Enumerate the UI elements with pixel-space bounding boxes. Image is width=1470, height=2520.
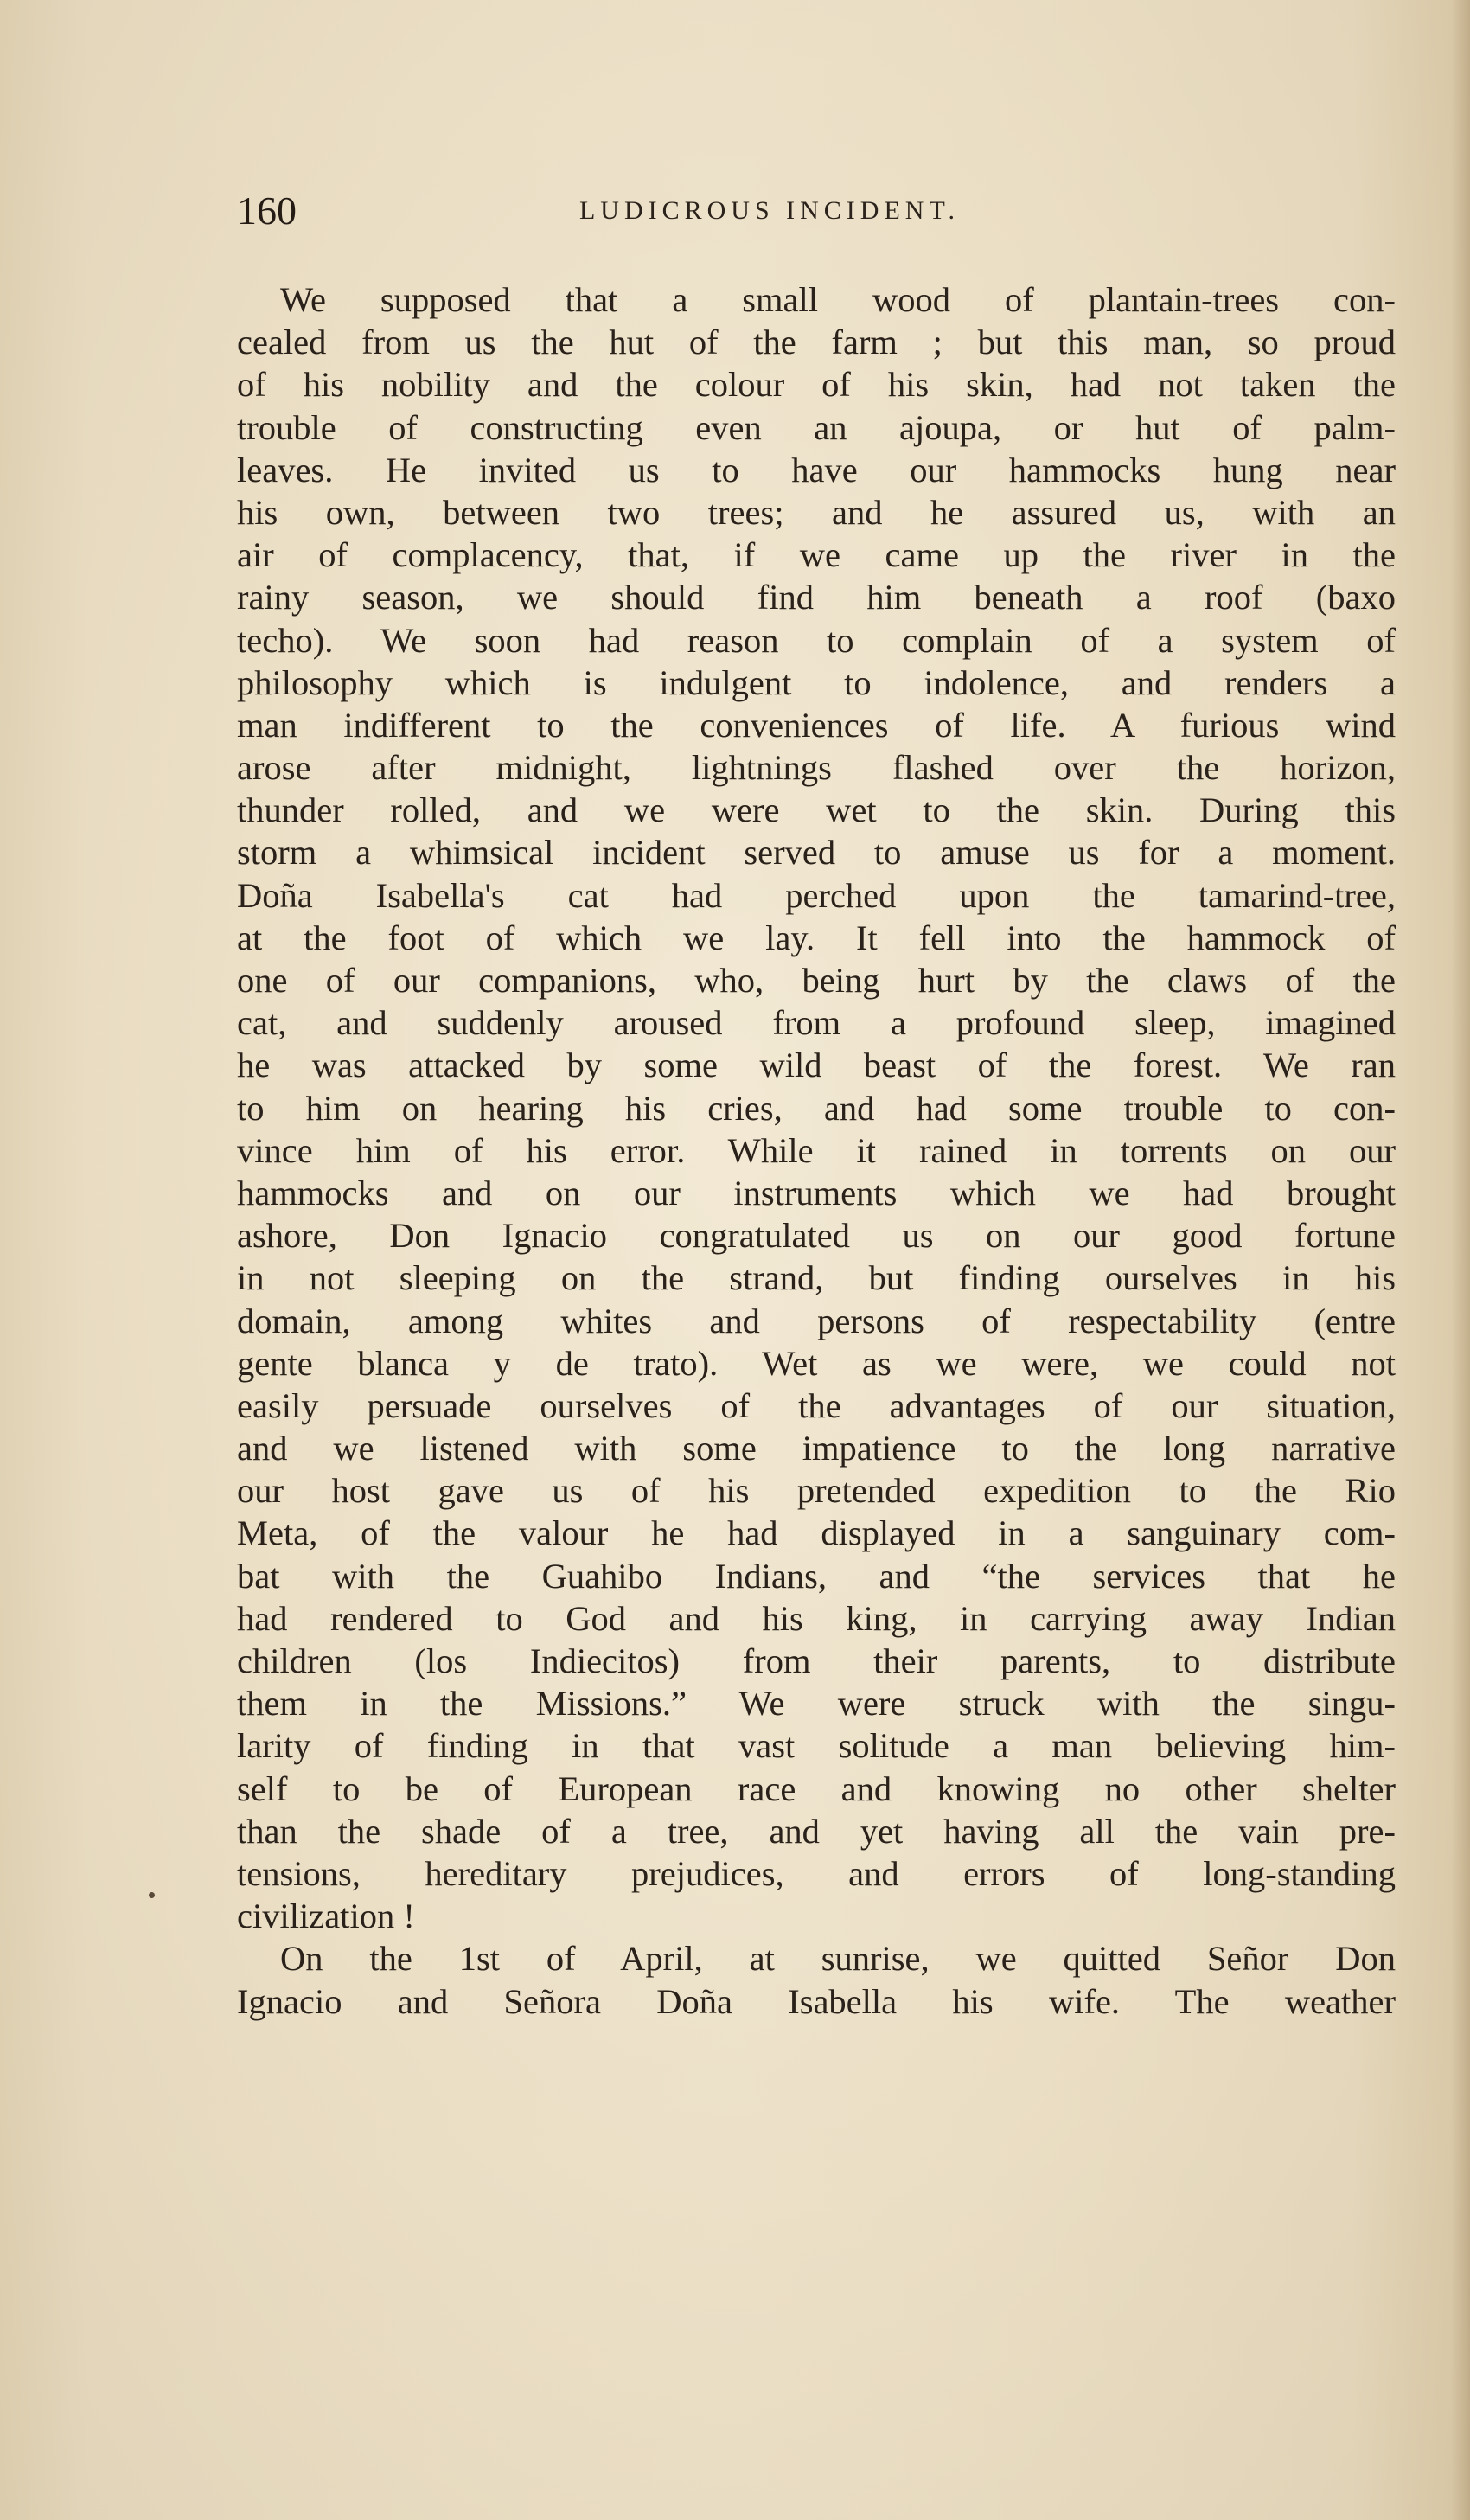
text-line: of his nobility and the colour of his skin, had not taken the [237, 365, 1396, 405]
text-line: and we listened with some impatience to the long narrative [237, 1429, 1396, 1468]
text-line: civilization ! [237, 1896, 415, 1936]
text-line: storm a whimsical incident served to amuse us for a moment. [237, 833, 1396, 873]
page-number: 160 [237, 189, 297, 233]
text-line: man indifferent to the conveniences of life. A furious wind [237, 705, 1396, 745]
text-line: air of complacency, that, if we came up the river in the [237, 535, 1396, 575]
text-line: one of our companions, who, being hurt by the claws of the [237, 961, 1396, 1000]
text-line: to him on hearing his cries, and had some trouble to con- [237, 1088, 1396, 1128]
text-line: techo). We soon had reason to complain of a system of [237, 620, 1396, 660]
text-line: rainy season, we should find him beneath a roof (baxo [237, 578, 1396, 617]
text-line: philosophy which is indulgent to indolence, and renders a [237, 662, 1396, 702]
text-line: them in the Missions.” We were struck with the singu- [237, 1684, 1396, 1724]
text-line: easily persuade ourselves of the advantages of our situation, [237, 1385, 1396, 1425]
text-line: bat with the Guahibo Indians, and “the services that he [237, 1556, 1396, 1596]
text-line: our host gave us of his pretended expedition to the Rio [237, 1471, 1396, 1511]
text-line: at the foot of which we lay. It fell into the hammock of [237, 918, 1396, 957]
text-line: than the shade of a tree, and yet having all the vain pre- [237, 1811, 1396, 1851]
text-line: children (los Indiecitos) from their parents, to distribute [237, 1641, 1396, 1680]
running-head: LUDICROUS INCIDENT. [578, 196, 961, 225]
body-text [237, 278, 1396, 2023]
text-line: vince him of his error. While it rained in torrents on our [237, 1130, 1396, 1170]
text-line: he was attacked by some wild beast of the forest. We ran [237, 1046, 1396, 1085]
text-line: cealed from us the hut of the farm ; but this man, so proud [237, 323, 1396, 362]
text-line: arose after midnight, lightnings flashed over the horizon, [237, 748, 1396, 788]
text-line: larity of finding in that vast solitude a man believing him- [237, 1726, 1396, 1766]
text-line: cat, and suddenly aroused from a profound sleep, imagined [237, 1003, 1396, 1043]
text-line: trouble of constructing even an ajoupa, or hut of palm- [237, 407, 1396, 447]
text-line: ashore, Don Ignacio congratulated us on our good fortune [237, 1216, 1396, 1256]
text-line: leaves. He invited us to have our hammocks hung near [237, 450, 1396, 489]
text-line: gente blanca y de trato). Wet as we were, we could not [237, 1343, 1396, 1383]
text-line: Meta, of the valour he had displayed in a sanguinary com- [237, 1513, 1396, 1553]
text-line: Ignacio and Señora Doña Isabella his wife. The weather [237, 1981, 1396, 2021]
text-line: thunder rolled, and we were wet to the skin. During this [237, 790, 1396, 830]
text-line: in not sleeping on the strand, but finding ourselves in his [237, 1258, 1396, 1298]
margin-mark [149, 1892, 155, 1898]
text-line: Doña Isabella's cat had perched upon the tamarind-tree, [237, 875, 1396, 915]
text-line: domain, among whites and persons of respectability (entre [237, 1301, 1396, 1340]
text-line: On the 1st of April, at sunrise, we quitted Señor Don [280, 1939, 1396, 1979]
text-line: had rendered to God and his king, in carrying away Indian [237, 1598, 1396, 1638]
text-line: self to be of European race and knowing no other shelter [237, 1768, 1396, 1808]
text-line: hammocks and on our instruments which we had brought [237, 1173, 1396, 1212]
text-line: tensions, hereditary prejudices, and errors of long-standing [237, 1853, 1396, 1893]
page-edge-shadow [1451, 0, 1470, 2520]
text-line: his own, between two trees; and he assured us, with an [237, 492, 1396, 532]
text-line: We supposed that a small wood of plantain-trees con- [280, 280, 1396, 319]
